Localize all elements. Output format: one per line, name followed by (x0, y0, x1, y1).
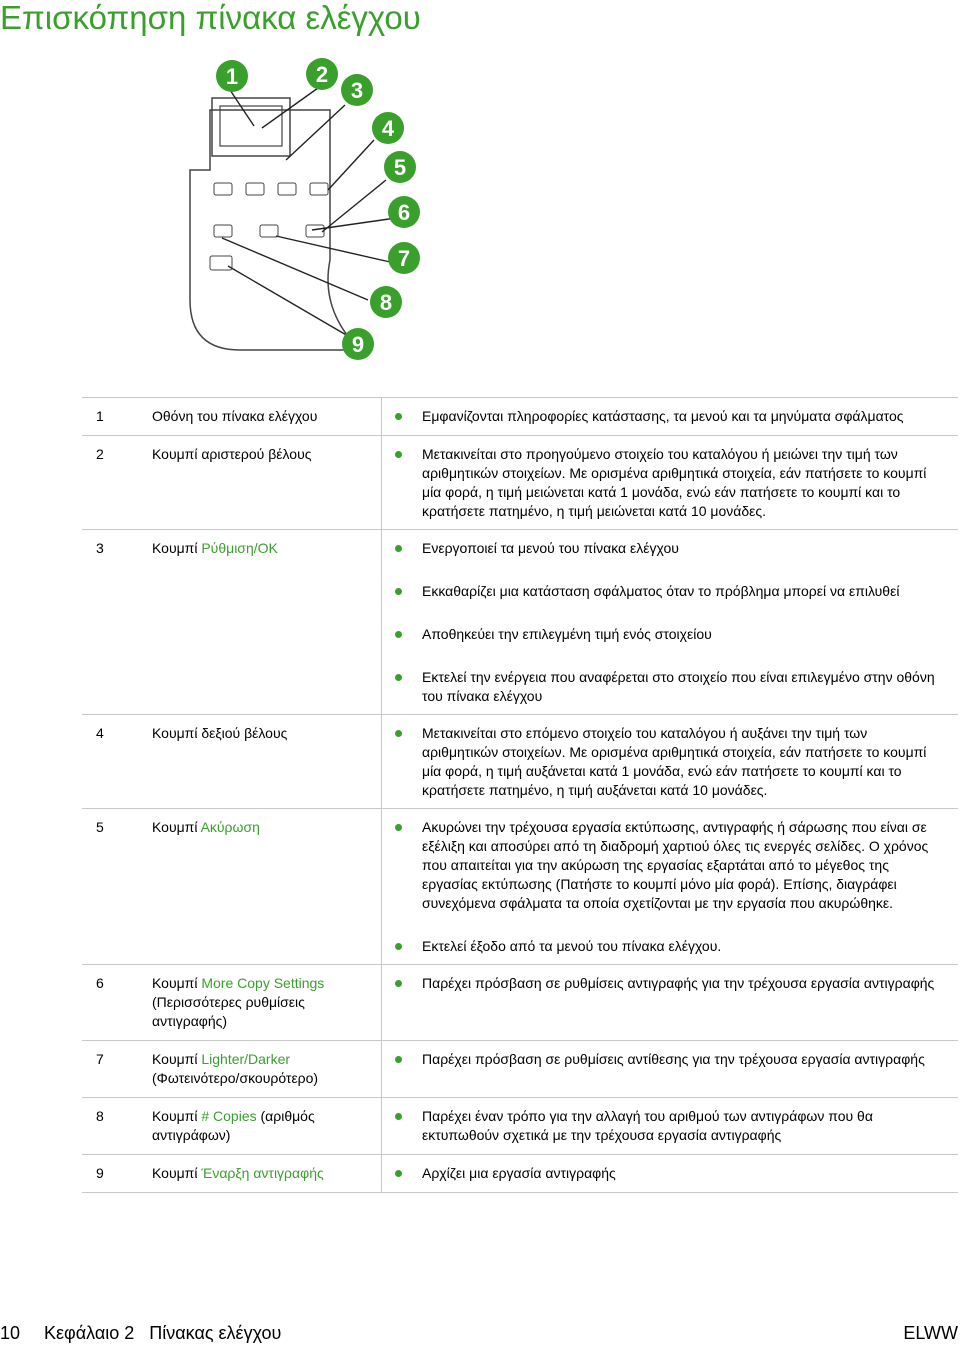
list-item: Αρχίζει μια εργασία αντιγραφής (382, 1155, 958, 1191)
document-code: ELWW (903, 1323, 958, 1343)
bullet-icon (382, 625, 422, 644)
bullet-icon (382, 668, 422, 706)
row-name: Κουμπί Ρύθμιση/OK (152, 540, 278, 556)
list-item: Παρέχει πρόσβαση σε ρυθμίσεις αντίθεσης για την τρέχουσα εργασία αντιγραφής (382, 1041, 958, 1077)
bullet-icon (382, 1107, 422, 1145)
callout-4 (372, 112, 404, 144)
table-row (82, 530, 958, 715)
table-row (82, 436, 958, 530)
row-name: Κουμπί # Copies (αριθμός αντιγράφων) (152, 1108, 315, 1143)
table-row (82, 1098, 958, 1155)
row-name: Οθόνη του πίνακα ελέγχου (152, 408, 318, 424)
control-panel-table (82, 397, 958, 1193)
table-row (82, 1041, 958, 1098)
lighter-darker-button-shape (260, 225, 278, 237)
callout-5 (384, 151, 416, 183)
bullet-icon (382, 1164, 422, 1183)
svg-text:3: 3 (350, 78, 364, 103)
list-item: Εκτελεί την ενέργεια που αναφέρεται στο στοιχείο που είναι επιλεγμένο στην οθόνη του πίνακα ελέγχου (382, 652, 958, 714)
row-number: 9 (96, 1165, 104, 1181)
copies-button-shape (306, 225, 324, 237)
callout-7 (388, 242, 420, 274)
list-item: Ακυρώνει την τρέχουσα εργασία εκτύπωσης, αντιγραφής ή σάρωσης που είναι σε εξέλιξη και αποσύρει από τη διαδρομή χαρτιού όλες τις ενεργές σελίδες. Ο χρόνος που απαιτείται για την ακύρωση της εργασίας εξαρτάται από το μέγεθος της εργασίας εκτύπωσης (Πατήστε το κουμπί μόνο μία φορά). Επίσης, διαγράφει συνεχόμενα σφάλματα τα οποία σχετίζονται με την εργασία που ακυρώθηκε. (382, 809, 958, 921)
list-item: Ενεργοποιεί τα μενού του πίνακα ελέγχου (382, 530, 958, 566)
svg-text:8: 8 (379, 290, 393, 315)
row-number: 5 (96, 819, 104, 835)
svg-text:4: 4 (381, 116, 395, 141)
svg-text:2: 2 (315, 62, 329, 87)
row-name: Κουμπί αριστερού βέλους (152, 446, 312, 462)
bullet-icon (382, 937, 422, 956)
page-number: 10 (0, 1323, 21, 1343)
bullet-icon (382, 539, 422, 558)
callout-6 (388, 196, 420, 228)
callout-9 (342, 328, 374, 360)
row-name: Κουμπί Ακύρωση (152, 819, 260, 835)
list-item: Εκκαθαρίζει μια κατάσταση σφάλματος όταν το πρόβλημα μπορεί να επιλυθεί (382, 566, 958, 609)
start-copy-button-shape (210, 256, 232, 270)
row-number: 2 (96, 446, 104, 462)
page-title: Επισκόπηση πίνακα ελέγχου (0, 0, 421, 36)
bullet-icon (382, 818, 422, 913)
row-number: 4 (96, 725, 104, 741)
table-row (82, 397, 958, 436)
table-row (82, 1155, 958, 1193)
bullet-icon (382, 1050, 422, 1069)
bullet-icon (382, 974, 422, 993)
row-number: 7 (96, 1051, 104, 1067)
row-number: 3 (96, 540, 104, 556)
list-item: Παρέχει έναν τρόπο για την αλλαγή του αριθμού των αντιγράφων που θα εκτυπωθούν σχετικά με την τρέχουσα εργασία αντιγραφής (382, 1098, 958, 1153)
row-number: 6 (96, 975, 104, 991)
list-item: Αποθηκεύει την επιλεγμένη τιμή ενός στοιχείου (382, 609, 958, 652)
callout-8 (370, 286, 402, 318)
left-arrow-button-shape (214, 183, 232, 195)
cancel-button-shape (310, 183, 328, 195)
control-panel-diagram (180, 50, 440, 370)
display-screen (220, 106, 282, 146)
row-name: Κουμπί Lighter/Darker (Φωτεινότερο/σκουρότερο) (152, 1051, 319, 1086)
setup-button-shape (246, 183, 264, 195)
row-name: Κουμπί δεξιού βέλους (152, 725, 288, 741)
table-row (82, 715, 958, 809)
right-arrow-button-shape (278, 183, 296, 195)
svg-text:7: 7 (397, 246, 411, 271)
svg-text:5: 5 (393, 155, 407, 180)
bullet-icon (382, 724, 422, 800)
svg-text:9: 9 (351, 332, 365, 357)
bullet-icon (382, 407, 422, 426)
callout-2 (306, 58, 338, 90)
row-number: 1 (96, 408, 104, 424)
panel-display (212, 98, 290, 156)
chapter-title: Κεφάλαιο 2 Πίνακας ελέγχου (44, 1323, 282, 1343)
list-item: Παρέχει πρόσβαση σε ρυθμίσεις αντιγραφής για την τρέχουσα εργασία αντιγραφής (382, 965, 958, 1001)
table-row (82, 809, 958, 965)
list-item: Μετακινείται στο επόμενο στοιχείο του καταλόγου ή αυξάνει την τιμή των αριθμητικών στοιχείων. Με ορισμένα αριθμητικά στοιχεία, εάν πατήσετε το κουμπί μία φορά, η τιμή αυξάνεται κατά 1 μονάδα, ενώ εάν πατήσετε το κουμπί και το κρατήσετε πατημένο, η τιμή αυξάνεται κατά 10 μονάδες. (382, 715, 958, 808)
row-number: 8 (96, 1108, 104, 1124)
svg-text:6: 6 (397, 200, 411, 225)
svg-text:1: 1 (225, 64, 239, 89)
bullet-icon (382, 582, 422, 601)
bullet-icon (382, 445, 422, 521)
list-item: Εμφανίζονται πληροφορίες κατάστασης, τα μενού και τα μηνύματα σφάλματος (382, 398, 958, 434)
row-name: Κουμπί Έναρξη αντιγραφής (152, 1165, 324, 1181)
more-copy-settings-button-shape (214, 225, 232, 237)
table-row (82, 965, 958, 1041)
row-name: Κουμπί More Copy Settings (Περισσότερες ρυθμίσεις αντιγραφής) (152, 975, 325, 1029)
list-item: Μετακινείται στο προηγούμενο στοιχείο του καταλόγου ή μειώνει την τιμή των αριθμητικών στοιχείων. Με ορισμένα αριθμητικά στοιχεία, εάν πατήσετε το κουμπί μία φορά, η τιμή μειώνεται κατά 1 μονάδα, ενώ εάν πατήσετε το κουμπί και το κρατήσετε πατημένο, η τιμή μειώνεται κατά 10 μονάδες. (382, 436, 958, 529)
list-item: Εκτελεί έξοδο από τα μενού του πίνακα ελέγχου. (382, 921, 958, 964)
callout-3 (341, 74, 373, 106)
callout-1 (216, 60, 248, 92)
